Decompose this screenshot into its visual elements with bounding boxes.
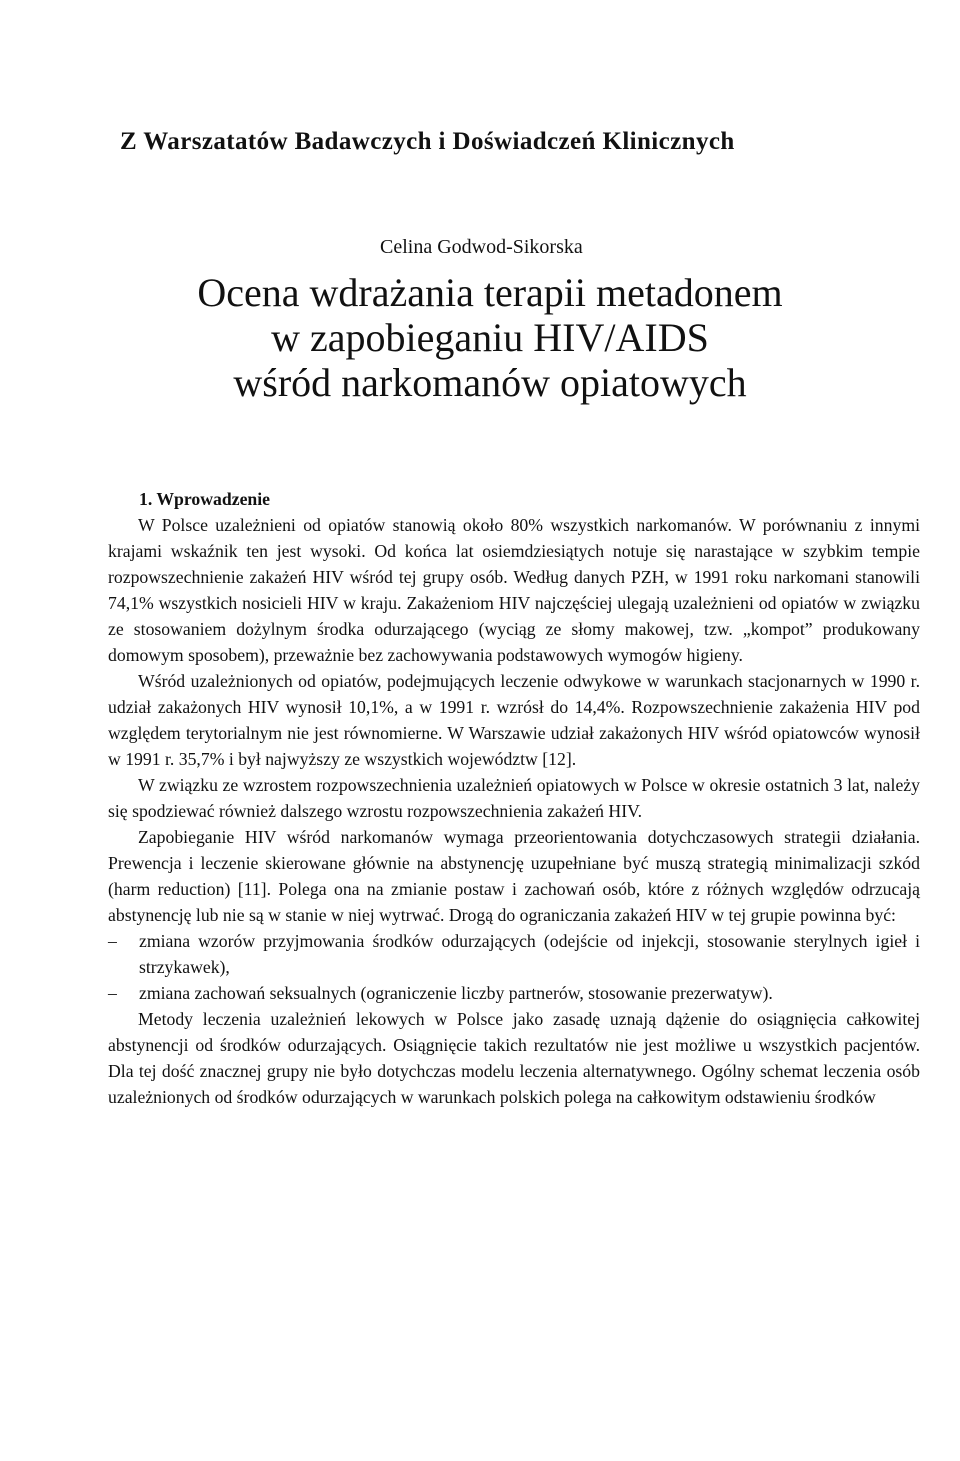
dash-bullet: – xyxy=(108,983,117,1003)
list-item xyxy=(108,928,920,980)
body-paragraph: Zapobieganie HIV wśród narkomanów wymaga przeorientowania dotychczasowych strategii działania. Prewencja i leczenie skierowane głównie na abstynencję uzupełniane być muszą strategią minimalizacji szkód (harm reduction) [11]. Polega ona na zmianie postaw i zachowań osób, które z różnych względów odrzucają abstynencję lub nie są w stanie w niej wytrwać. Drogą do ograniczania zakażeń HIV w tej grupie powinna być: xyxy=(108,827,920,925)
body-paragraph: W Polsce uzależnieni od opiatów stanowią około 80% wszystkich narkomanów. W porównaniu z innymi krajami wskaźnik ten jest wysoki. Od końca lat osiemdziesiątych notuje się narastające w szybkim tempie rozpowszechnienie zakażeń HIV wśród tej grupy osób. Według danych PZH, w 1991 roku narkomani stanowili 74,1% wszystkich nosicieli HIV w kraju. Zakażeniom HIV najczęściej ulegają uzależnieni od opiatów w związku ze stosowaniem dożylnym środka odurzającego (wyciąg ze słomy makowej, tzw. „kompot” produkowany domowym sposobem), przeważnie bez zachowywania podstawowych wymogów higieny. xyxy=(108,515,920,665)
list-item xyxy=(108,980,920,1006)
dash-bullet: – xyxy=(108,931,117,951)
list-item-text: zmiana wzorów przyjmowania środków odurzających (odejście od injekcji, stosowanie sterylnych igieł i strzykawek), xyxy=(139,931,920,977)
title-line: w zapobieganiu HIV/AIDS xyxy=(271,315,709,360)
section-heading: 1. Wprowadzenie xyxy=(139,489,271,509)
article-author: Celina Godwod-Sikorska xyxy=(380,236,583,258)
body-paragraph: Wśród uzależnionych od opiatów, podejmujących leczenie odwykowe w warunkach stacjonarnych w 1990 r. udział zakażonych HIV wynosił 10,1%, a w 1991 r. wzrósł do 14,4%. Rozpowszechnienie zakażenia HIV pod względem terytorialnym nie jest równomierne. W Warszawie udział zakażonych HIV wśród opiatowców wynosił w 1991 r. 35,7% i był najwyższy ze wszystkich województw [12]. xyxy=(108,671,920,769)
title-line: Ocena wdrażania terapii metadonem xyxy=(197,270,783,315)
journal-section-header: Z Warszatatów Badawczych i Doświadczeń Klinicznych xyxy=(120,128,735,155)
body-paragraph: W związku ze wzrostem rozpowszechnienia uzależnień opiatowych w Polsce w okresie ostatnich 3 lat, należy się spodziewać również dalszego wzrostu rozpowszechnienia zakażeń HIV. xyxy=(108,775,920,821)
title-line: wśród narkomanów opiatowych xyxy=(233,360,747,405)
list-item-text: zmiana zachowań seksualnych (ograniczenie liczby partnerów, stosowanie prezerwatyw). xyxy=(139,983,773,1003)
article-body xyxy=(108,486,920,1110)
body-paragraph: Metody leczenia uzależnień lekowych w Polsce jako zasadę uznają dążenie do osiągnięcia całkowitej abstynencji od środków odurzających. Osiągnięcie takich rezultatów nie jest możliwe u wszystkich pacjentów. Dla tej dość znacznej grupy nie było dotychczas modelu leczenia alternatywnego. Ogólny schemat leczenia osób uzależnionych od środków odurzających w warunkach polskich polega na całkowitym odstawieniu środków xyxy=(108,1009,920,1107)
article-title xyxy=(130,270,850,405)
